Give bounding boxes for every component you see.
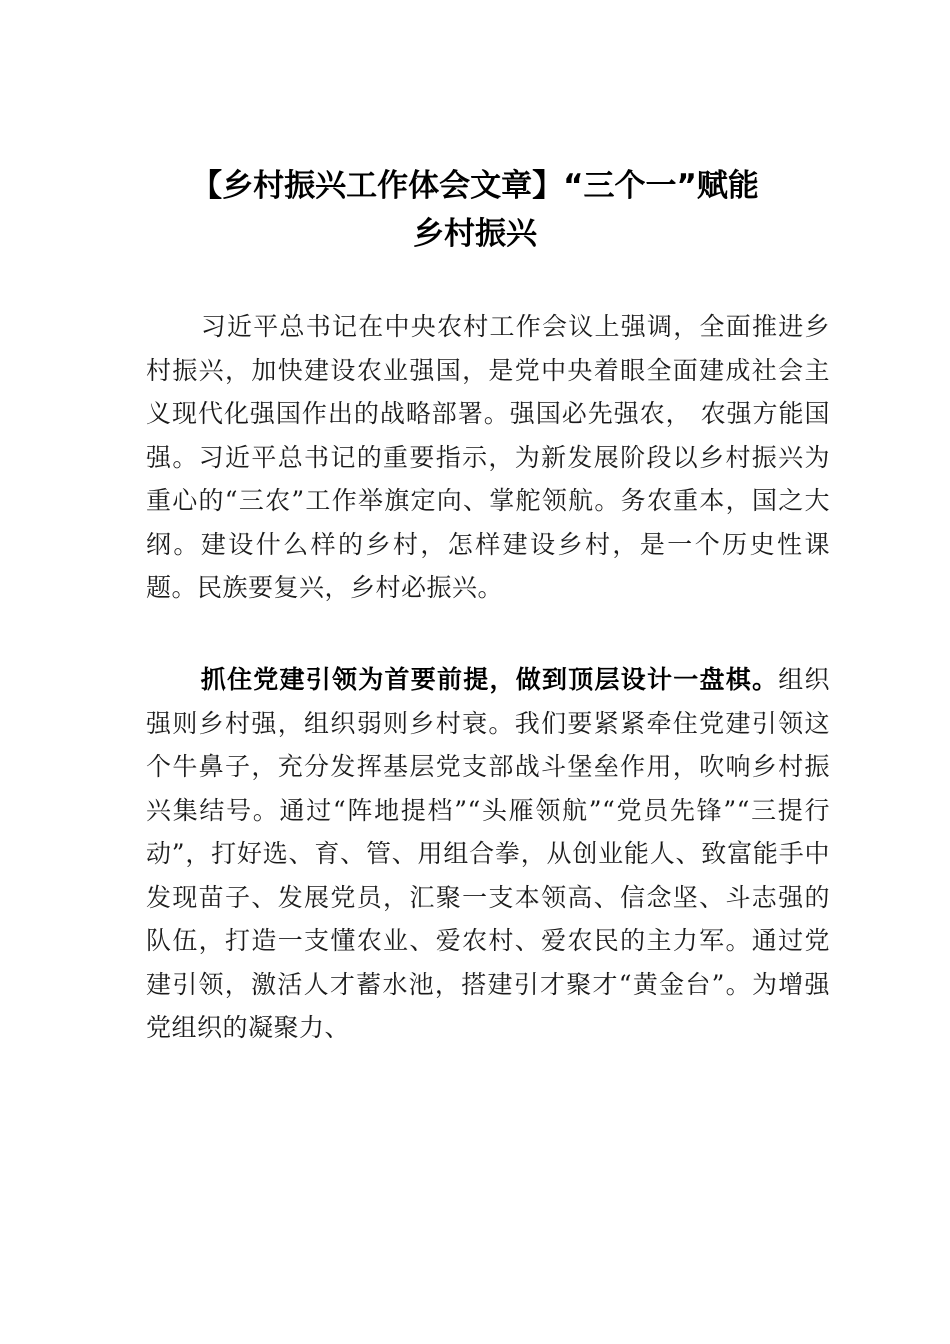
- title-line-2: 乡村振兴: [413, 216, 537, 252]
- paragraph-party-building-text: 组织强则乡村强，组织弱则乡村衰。我们要紧紧牵住党建引领这个牛鼻子，充分发挥基层党支部战斗堡垒作用，吹响乡村振兴集结号。通过“阵地提档”“头雁领航”“党员先锋”“三提行动”，打好选、育、管、用组合拳，从创业能人、致富能手中发现苗子、发展党员，汇聚一支本领高、信念坚、斗志强的队伍，打造一支懂农业、爱农村、爱农民的主力军。通过党建引领，激活人才蓄水池，搭建引才聚才“黄金台”。为增强党组织的凝聚力、: [146, 665, 830, 1042]
- document-title: [120, 162, 830, 258]
- paragraph-intro-text: 习近平总书记在中央农村工作会议上强调，全面推进乡村振兴，加快建设农业强国，是党中央着眼全面建成社会主义现代化强国作出的战略部署。强国必先强农， 农强方能国强。习近平总书记的重要指示，为新发展阶段以乡村振兴为重心的“三农”工作举旗定向、掌舵领航。务农重本，国之大纲。建设什么样的乡村，怎样建设乡村，是一个历史性课题。民族要复兴，乡村必振兴。: [146, 312, 830, 602]
- paragraph-party-building: [146, 658, 830, 1050]
- title-line-1: 【乡村振兴工作体会文章】“三个一”赋能: [191, 168, 759, 204]
- paragraph-intro: [146, 305, 830, 610]
- paragraph-lead-sentence: 抓住党建引领为首要前提，做到顶层设计一盘棋。: [200, 665, 779, 694]
